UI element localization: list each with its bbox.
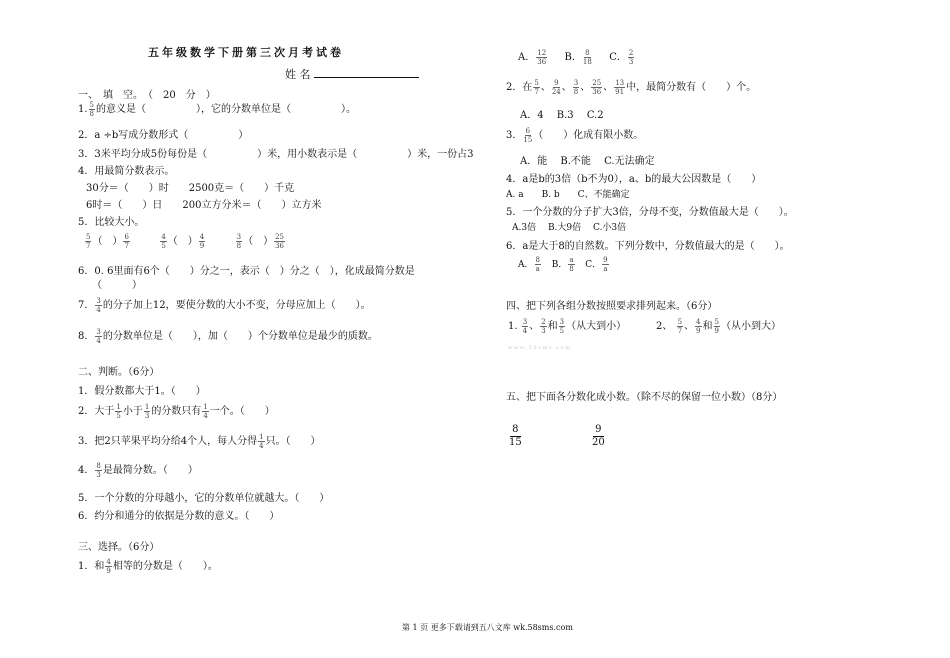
s2-q2: 2．大于 $\frac{1}{5}$ 小于 $\frac{1}{3}$ 的分数只有 $\frac{1}{4}$ 一个。（ ） xyxy=(78,403,275,420)
fraction: $\frac{3}{4}$ xyxy=(96,297,101,314)
fraction: $\frac{5}{7}$ xyxy=(86,233,91,250)
page-footer: 第 1 页 更多下载请到五八文库 wk.58sms.com xyxy=(402,623,573,632)
fraction: $\frac{4}{5}$ xyxy=(161,233,166,250)
s4-group1: 1. $\frac{3}{4}$ 、 $\frac{2}{3}$ 和 $\frac{3}{5}$ （从大到小） xyxy=(508,318,627,335)
s3-q6-options: A． $\frac{8}{a}$ B． $\frac{a}{8}$ C． $\frac{9}{a}$ xyxy=(518,256,608,273)
s1-q7: 7． $\frac{3}{4}$ 的分子加上12，要使分数的大小不变，分母应加上（ ）。 xyxy=(78,297,371,314)
name-underline[interactable] xyxy=(314,68,419,78)
exam-title: 五年级数学下册第三次月考试卷 xyxy=(148,46,344,59)
s3-q1-options: A． $\frac{12}{36}$ B． $\frac{8}{18}$ C． $\frac{2}{3}$ xyxy=(518,49,634,66)
fraction: $\frac{4}{9}$ xyxy=(106,558,111,575)
section1-heading: 一、 填 空。 （ 20 分 ） xyxy=(78,90,216,101)
s1-q6-b: （ ） xyxy=(92,280,142,291)
fraction: $\frac{9}{a}$ xyxy=(603,256,608,273)
fraction: $\frac{1}{4}$ xyxy=(203,403,208,420)
fraction: $\frac{a}{8}$ xyxy=(569,256,574,273)
s3-q5: 5．一个分数的分子扩大3倍，分母不变，分数值最大是（ ）。 xyxy=(506,207,794,218)
s3-q3: 3． $\frac{6}{15}$ （ ）化成有限小数。 xyxy=(506,127,644,144)
section3-heading: 三、选择。（6分） xyxy=(78,542,160,553)
fraction: $\frac{3}{5}$ xyxy=(559,318,565,335)
s3-q5-options: A.3倍 B.大9倍 C.小3倍 xyxy=(512,223,627,233)
fraction: $\frac{8}{a}$ xyxy=(535,256,540,273)
s2-q1: 1．假分数都大于1。（ ） xyxy=(78,386,206,397)
s5-fraction-2 xyxy=(591,424,606,449)
fraction: $\frac{6}{15}$ xyxy=(523,127,533,144)
name-field[interactable] xyxy=(285,66,419,82)
s1-q4-b: 6时＝（ ）日 200立方分米＝（ ）立方米 xyxy=(86,200,322,211)
watermark: w w w . 5 8 s m s . c o m xyxy=(508,345,570,351)
fraction: $\frac{6}{7}$ xyxy=(124,233,129,250)
s1-q3: 3．3米平均分成5份每份是（ ）米，用小数表示是（ ）米，一份占3 xyxy=(78,149,474,160)
fraction: $\frac{3}{4}$ xyxy=(96,328,101,345)
s3-q2-options: A．4 B.3 C.2 xyxy=(520,110,604,121)
s3-q4: 4．a是b的3倍（b不为0），a、b的最大公因数是（ ） xyxy=(506,174,762,185)
s1-q8: 8． $\frac{3}{4}$ 的分数单位是（ ），加（ ）个分数单位是最少的质数。 xyxy=(78,328,378,345)
fraction: $\frac{25}{36}$ xyxy=(592,79,602,96)
fraction: $\frac{9}{24}$ xyxy=(551,79,561,96)
fraction: $\frac{5}{7}$ xyxy=(534,79,539,96)
section2-heading: 二、判断。（6分） xyxy=(78,367,160,378)
fraction: $\frac{12}{36}$ xyxy=(537,49,547,66)
s1-q5-compare: $\frac{5}{7}$ （ ） $\frac{6}{7}$ $\frac{4}{5}$ （ ） $\frac{4}{9}$ $\frac{3}{8}$ （ ） $\frac{25}{36}$ xyxy=(86,233,285,250)
fraction: $\frac{8}{15}$ xyxy=(509,424,522,448)
fraction: $\frac{25}{36}$ xyxy=(275,233,285,250)
s1-q4: 4．用最简分数表示。 xyxy=(78,166,175,177)
name-label: 姓 名 xyxy=(285,68,311,81)
fraction: $\frac{1}{4}$ xyxy=(259,433,264,450)
s4-group2: 2、 $\frac{5}{7}$ 、 $\frac{4}{9}$ 和 $\frac{5}{9}$ （从小到大） xyxy=(656,318,781,335)
fraction: $\frac{8}{18}$ xyxy=(582,49,592,66)
s1-q4-a: 30分＝（ ）时 2500克＝（ ）千克 xyxy=(86,183,295,194)
s3-q2: 2．在 $\frac{5}{7}$ 、 $\frac{9}{24}$ 、 $\frac{3}{8}$ 、 $\frac{25}{36}$ 、 $\frac{13}{91}$ 中，最简分数有（ ）个。 xyxy=(506,79,757,96)
fraction: $\frac{8}{3}$ xyxy=(96,462,101,479)
s3-q3-options: A．能 B.不能 C.无法确定 xyxy=(520,156,655,167)
s1-q1: 1. $\frac{5}{8}$ 的意义是（ ），它的分数单位是（ ）。 xyxy=(78,101,357,118)
fraction: $\frac{2}{3}$ xyxy=(628,49,634,66)
fraction: $\frac{5}{9}$ xyxy=(714,318,719,335)
s2-q5: 5．一个分数的分母越小，它的分数单位就越大。（ ） xyxy=(78,493,330,504)
s2-q4: 4． $\frac{8}{3}$ 是最简分数。（ ） xyxy=(78,462,198,479)
fraction: $\frac{3}{4}$ xyxy=(522,318,528,335)
fraction: $\frac{3}{8}$ xyxy=(236,233,242,250)
fraction: $\frac{1}{3}$ xyxy=(144,403,150,420)
s2-q3: 3．把2只苹果平均分给4个人，每人分得 $\frac{1}{4}$ 只。（ ） xyxy=(78,433,321,450)
s5-fraction-1 xyxy=(508,424,523,449)
fraction: $\frac{13}{91}$ xyxy=(615,79,625,96)
s1-q2: 2．a ÷b写成分数形式（ ） xyxy=(78,130,249,141)
fraction: $\frac{3}{8}$ xyxy=(573,79,579,96)
fraction: $\frac{5}{8}$ xyxy=(89,101,95,118)
fraction: $\frac{5}{7}$ xyxy=(677,318,683,335)
s2-q6: 6．约分和通分的依据是分数的意义。（ ） xyxy=(78,511,280,522)
section5-heading: 五、把下面各分数化成小数。（除不尽的保留一位小数）（8分） xyxy=(506,392,783,403)
fraction: $\frac{4}{9}$ xyxy=(696,318,701,335)
s3-q6: 6．a是大于8的自然数。下列分数中，分数值最大的是（ ）。 xyxy=(506,241,790,252)
fraction: $\frac{1}{5}$ xyxy=(116,403,121,420)
s3-q4-options: A. a B. b C、不能确定 xyxy=(506,190,630,200)
section4-heading: 四、把下列各组分数按照要求排列起来。（6分） xyxy=(506,301,718,312)
s1-q6-a: 6．0. 6里面有6个（ ）分之一，表示（ ）分之（ ），化成最简分数是 xyxy=(78,266,415,277)
fraction: $\frac{9}{20}$ xyxy=(592,424,605,448)
s3-q1: 1．和 $\frac{4}{9}$ 相等的分数是（ ）。 xyxy=(78,558,218,575)
fraction: $\frac{2}{3}$ xyxy=(541,318,546,335)
s1-q5: 5．比较大小。 xyxy=(78,217,145,228)
fraction: $\frac{4}{9}$ xyxy=(199,233,205,250)
